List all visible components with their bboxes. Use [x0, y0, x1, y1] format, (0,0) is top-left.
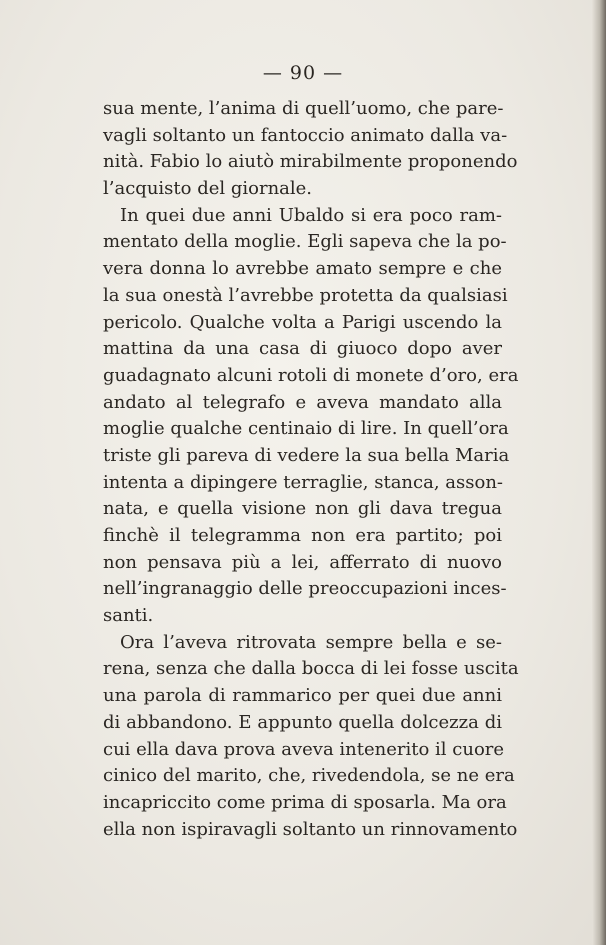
text-line: la sua onestà l’avrebbe protetta da qualsiasi: [103, 284, 508, 306]
body-text: [103, 96, 519, 843]
text-line: rena, senza che dalla bocca di lei fosse uscita: [103, 658, 519, 680]
text-line: triste gli pareva di vedere la sua bella Maria: [103, 444, 510, 466]
text-line: pericolo. Qualche volta a Parigi uscendo la: [103, 311, 502, 333]
text-line: cinico del marito, che, rivedendola, se ne era: [103, 765, 515, 787]
text-line: mattina da una casa di giuoco dopo aver: [103, 338, 502, 360]
text-line: cui ella dava prova aveva intenerito il cuore: [103, 738, 505, 760]
text-line: sua mente, l’anima di quell’uomo, che pare-: [103, 98, 504, 119]
text-line: santi.: [103, 605, 154, 627]
text-line: intenta a dipingere terraglie, stanca, asson-: [103, 471, 503, 493]
text-line: moglie qualche centinaio di lire. In quell’ora: [103, 418, 509, 440]
text-line: mentato della moglie. Egli sapeva che la po-: [103, 231, 507, 253]
page-edge-shadow: [592, 0, 606, 945]
text-line: non pensava più a lei, afferrato di nuovo: [103, 551, 502, 573]
text-line: nell’ingranaggio delle preoccupazioni inces-: [103, 578, 507, 600]
text-line: l’acquisto del giornale.: [103, 178, 313, 200]
page-number: — 90 —: [262, 62, 344, 84]
text-line: incapriccito come prima di sposarla. Ma ora: [103, 791, 507, 813]
text-line: guadagnato alcuni rotoli di monete d’oro, era: [103, 364, 519, 386]
text-line: vera donna lo avrebbe amato sempre e che: [103, 258, 502, 280]
text-line: Ora l’aveva ritrovata sempre bella e se-: [120, 631, 502, 653]
text-line: vagli soltanto un fantoccio animato dalla va-: [103, 124, 508, 146]
text-line: di abbandono. E appunto quella dolcezza di: [103, 711, 502, 733]
text-line: In quei due anni Ubaldo si era poco ram-: [120, 204, 502, 226]
text-line: finchè il telegramma non era partito; poi: [103, 525, 502, 546]
text-line: nata, e quella visione non gli dava tregua: [103, 498, 502, 520]
text-line: una parola di rammarico per quei due anni: [103, 685, 502, 707]
text-line: nità. Fabio lo aiutò mirabilmente proponendo: [103, 151, 518, 173]
text-line: andato al telegrafo e aveva mandato alla: [103, 391, 502, 413]
text-line: ella non ispiravagli soltanto un rinnovamento: [103, 818, 518, 840]
